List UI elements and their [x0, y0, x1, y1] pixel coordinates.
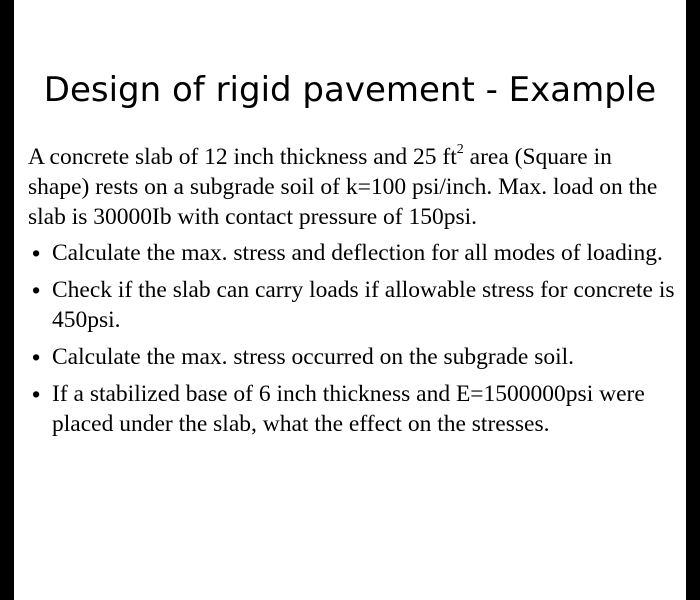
bullet-icon: • [32, 240, 41, 266]
list-item-text: Calculate the max. stress occurred on the subgrade soil. [52, 344, 575, 370]
list-item [28, 275, 678, 335]
slide-title: Design of rigid pavement - Example [43, 70, 657, 110]
slide [14, 0, 686, 600]
bullet-icon: • [32, 344, 41, 370]
superscript-2: 2 [456, 142, 464, 158]
list-item-text: Check if the slab can carry loads if allowable stress for concrete is 450psi. [52, 277, 675, 333]
list-item [28, 238, 678, 268]
list-item [28, 379, 678, 439]
list-item [28, 342, 678, 372]
problem-statement-part2: area (Square in shape) rests on a subgrade soil of k=100 psi/inch. Max. load on the slab is 30000Ib with contact pressure of 150psi. [28, 144, 658, 230]
list-item-text: Calculate the max. stress and deflection for all modes of loading. [52, 240, 663, 266]
problem-statement-part1: A concrete slab of 12 inch thickness and 25 ft [28, 144, 457, 170]
bullet-icon: • [32, 381, 41, 407]
task-list [28, 238, 678, 446]
bullet-icon: • [32, 277, 41, 303]
problem-statement [28, 142, 678, 232]
list-item-text: If a stabilized base of 6 inch thickness and E=1500000psi were placed under the slab, what the effect on the stresses. [52, 381, 645, 437]
